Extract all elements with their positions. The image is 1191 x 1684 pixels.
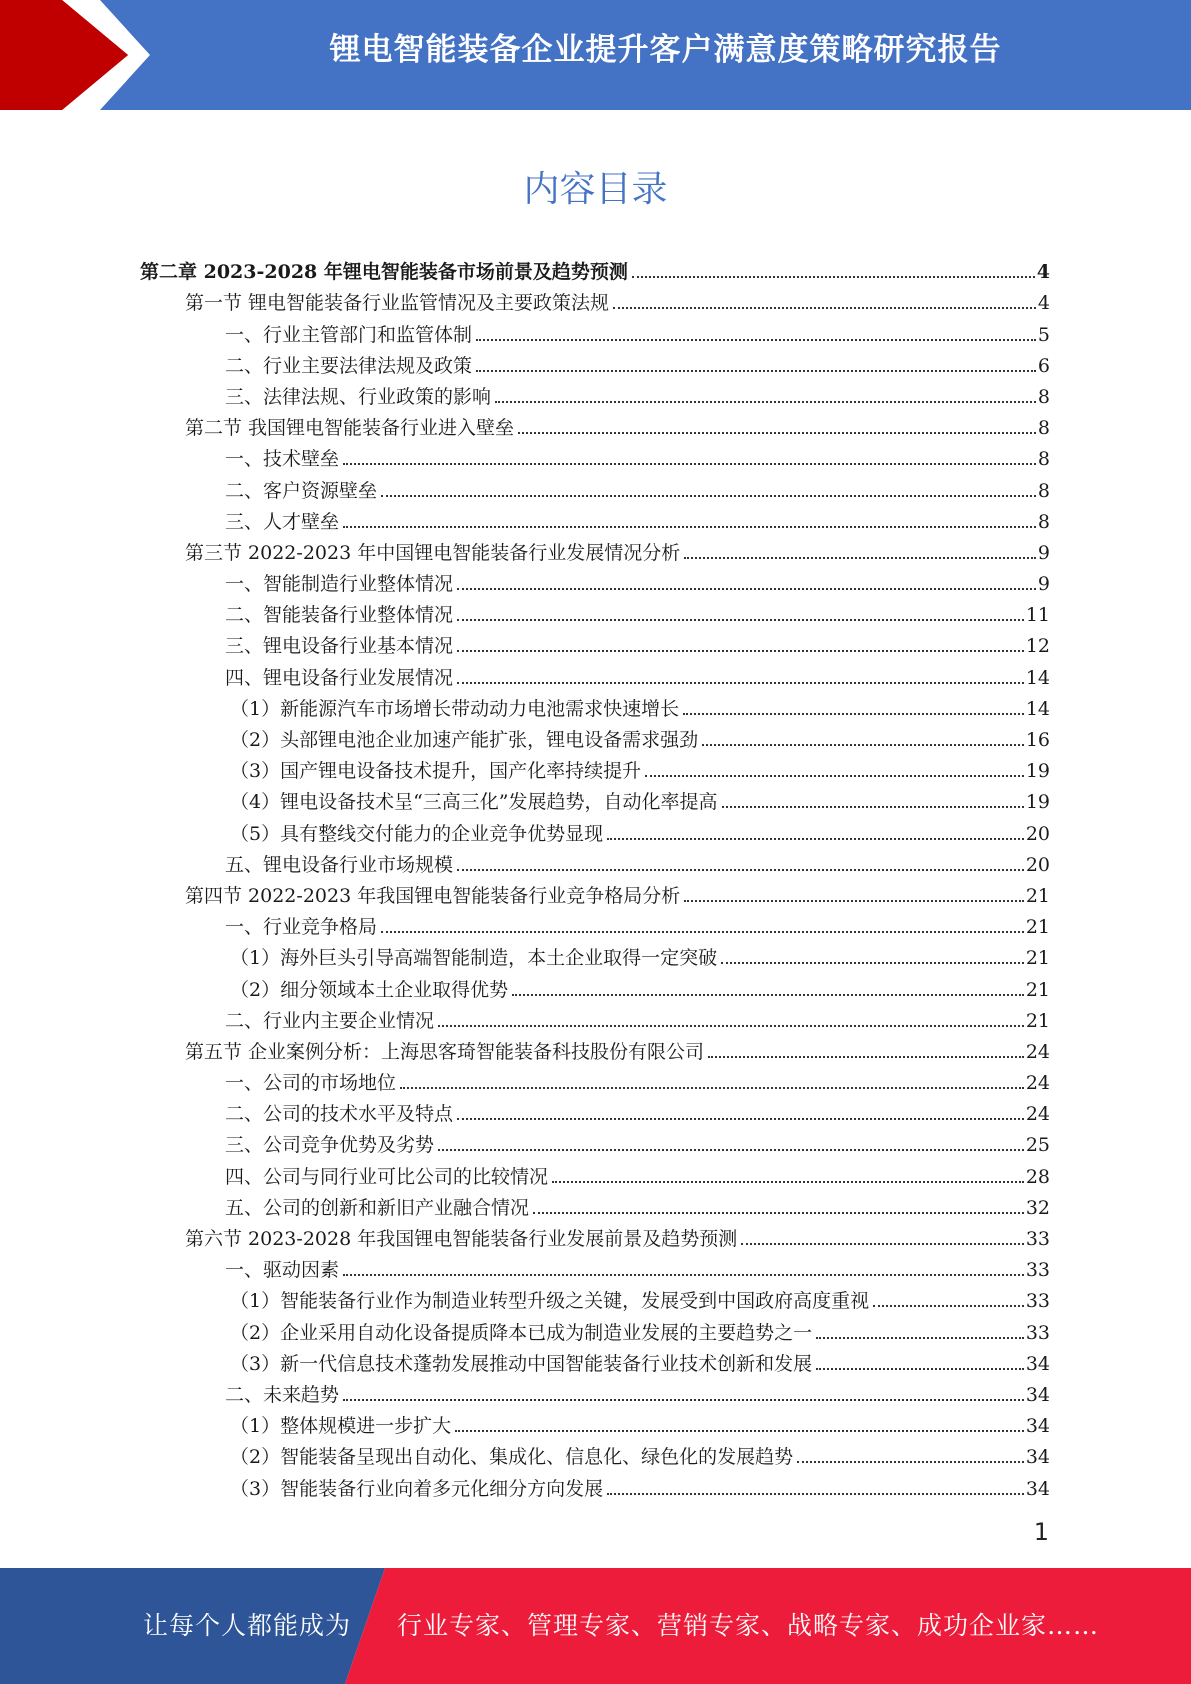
toc-entry-title: （1）新能源汽车市场增长带动动力电池需求快速增长 xyxy=(230,697,680,720)
toc-dot-leader xyxy=(438,1025,1024,1027)
toc-dot-leader xyxy=(741,1243,1024,1245)
toc-entry-title: （5）具有整线交付能力的企业竞争优势显现 xyxy=(230,822,604,845)
toc-entry[interactable] xyxy=(140,1251,1050,1282)
toc-entry-page: 19 xyxy=(1025,791,1050,814)
toc-dot-leader xyxy=(684,557,1036,559)
toc-entry-title: 三、人才壁垒 xyxy=(225,510,340,533)
toc-entry-page: 8 xyxy=(1037,510,1050,533)
toc-entry-title: 五、公司的创新和新旧产业融合情况 xyxy=(225,1196,530,1219)
toc-entry[interactable] xyxy=(140,690,1050,721)
toc-entry-title: 四、公司与同行业可比公司的比较情况 xyxy=(225,1165,549,1188)
toc-dot-leader xyxy=(816,1337,1024,1339)
toc-entry-title: 第二节 我国锂电智能装备行业进入壁垒 xyxy=(185,417,515,440)
toc-entry[interactable] xyxy=(140,378,1050,409)
toc-entry-page: 8 xyxy=(1037,479,1050,502)
toc-entry-page: 14 xyxy=(1025,666,1050,689)
toc-entry-title: 一、技术壁垒 xyxy=(225,448,340,471)
toc-dot-leader xyxy=(722,806,1024,808)
toc-entry-page: 21 xyxy=(1025,1009,1050,1032)
toc-dot-leader xyxy=(816,1368,1024,1370)
toc-entry-title: （1）海外巨头引导高端智能制造，本土企业取得一定突破 xyxy=(230,947,718,970)
toc-entry[interactable] xyxy=(140,1189,1050,1220)
report-title: 锂电智能装备企业提升客户满意度策略研究报告 xyxy=(329,32,1002,68)
toc-entry-title: 一、智能制造行业整体情况 xyxy=(225,573,454,596)
toc-entry-title: 二、未来趋势 xyxy=(225,1383,340,1406)
toc-dot-leader xyxy=(381,931,1024,933)
toc-dot-leader xyxy=(457,619,1024,621)
toc-entry-title: （3）智能装备行业向着多元化细分方向发展 xyxy=(230,1477,604,1500)
toc-dot-leader xyxy=(495,401,1036,403)
toc-entry-title: （2）企业采用自动化设备提质降本已成为制造业发展的主要趋势之一 xyxy=(230,1321,813,1344)
toc-entry-page: 34 xyxy=(1025,1352,1050,1375)
toc-entry-title: 三、公司竞争优势及劣势 xyxy=(225,1134,435,1157)
toc-entry[interactable] xyxy=(140,1064,1050,1095)
toc-entry-page: 19 xyxy=(1025,760,1050,783)
table-of-contents xyxy=(140,253,1050,1501)
toc-entry-title: （1）智能装备行业作为制造业转型升级之关键，发展受到中国政府高度重视 xyxy=(230,1290,870,1313)
toc-entry[interactable] xyxy=(140,409,1050,440)
toc-entry-page: 28 xyxy=(1025,1165,1050,1188)
toc-entry[interactable] xyxy=(140,1126,1050,1157)
toc-dot-leader xyxy=(457,650,1024,652)
toc-dot-leader xyxy=(607,1493,1024,1495)
toc-dot-leader xyxy=(873,1305,1024,1307)
toc-dot-leader xyxy=(343,1274,1024,1276)
toc-dot-leader xyxy=(455,1430,1024,1432)
toc-entry-title: 二、行业内主要企业情况 xyxy=(225,1009,435,1032)
toc-entry-title: 二、客户资源壁垒 xyxy=(225,479,378,502)
toc-entry[interactable] xyxy=(140,939,1050,970)
toc-entry-page: 20 xyxy=(1025,853,1050,876)
toc-dot-leader xyxy=(476,339,1036,341)
toc-dot-leader xyxy=(607,838,1024,840)
toc-entry[interactable] xyxy=(140,471,1050,502)
toc-dot-leader xyxy=(381,495,1036,497)
toc-dot-leader xyxy=(457,1118,1024,1120)
toc-entry[interactable] xyxy=(140,253,1050,284)
toc-entry-title: （2）智能装备呈现出自动化、集成化、信息化、绿色化的发展趋势 xyxy=(230,1446,794,1469)
toc-entry[interactable] xyxy=(140,814,1050,845)
toc-entry-page: 4 xyxy=(1037,292,1050,315)
toc-entry[interactable] xyxy=(140,627,1050,658)
toc-entry-page: 34 xyxy=(1025,1477,1050,1500)
toc-dot-leader xyxy=(457,588,1036,590)
toc-entry[interactable] xyxy=(140,783,1050,814)
toc-dot-leader xyxy=(400,1087,1024,1089)
toc-entry-page: 24 xyxy=(1025,1103,1050,1126)
toc-entry-page: 14 xyxy=(1025,697,1050,720)
toc-dot-leader xyxy=(613,307,1036,309)
toc-entry[interactable] xyxy=(140,284,1050,315)
toc-dot-leader xyxy=(343,463,1036,465)
toc-entry[interactable] xyxy=(140,596,1050,627)
toc-entry-title: （3）国产锂电设备技术提升，国产化率持续提升 xyxy=(230,760,642,783)
toc-entry[interactable] xyxy=(140,1345,1050,1376)
page-number: 1 xyxy=(1033,1518,1049,1546)
toc-entry-page: 32 xyxy=(1025,1196,1050,1219)
toc-dot-leader xyxy=(343,1399,1024,1401)
toc-entry[interactable] xyxy=(140,534,1050,565)
toc-entry[interactable] xyxy=(140,1157,1050,1188)
toc-entry-title: 三、法律法规、行业政策的影响 xyxy=(225,385,492,408)
toc-entry-page: 21 xyxy=(1025,947,1050,970)
toc-entry[interactable] xyxy=(140,1220,1050,1251)
toc-dot-leader xyxy=(797,1461,1024,1463)
toc-entry-title: 第五节 企业案例分析：上海思客琦智能装备科技股份有限公司 xyxy=(185,1040,705,1063)
toc-entry[interactable] xyxy=(140,752,1050,783)
toc-entry-title: 四、锂电设备行业发展情况 xyxy=(225,666,454,689)
toc-entry-title: 二、智能装备行业整体情况 xyxy=(225,604,454,627)
toc-entry-title: 二、行业主要法律法规及政策 xyxy=(225,354,473,377)
toc-entry-page: 24 xyxy=(1025,1040,1050,1063)
toc-dot-leader xyxy=(683,713,1024,715)
toc-entry-page: 34 xyxy=(1025,1446,1050,1469)
toc-entry[interactable] xyxy=(140,1313,1050,1344)
toc-entry-title: 第二章 2023-2028 年锂电智能装备市场前景及趋势预测 xyxy=(140,261,628,284)
toc-entry[interactable] xyxy=(140,970,1050,1001)
toc-dot-leader xyxy=(512,994,1024,996)
toc-entry-title: （1）整体规模进一步扩大 xyxy=(230,1415,452,1438)
toc-entry-title: 五、锂电设备行业市场规模 xyxy=(225,853,454,876)
toc-dot-leader xyxy=(533,1212,1024,1214)
toc-dot-leader xyxy=(684,900,1024,902)
toc-heading: 内容目录 xyxy=(523,169,668,210)
toc-entry-page: 16 xyxy=(1025,729,1050,751)
toc-entry[interactable] xyxy=(140,908,1050,939)
toc-entry[interactable] xyxy=(140,440,1050,471)
toc-dot-leader xyxy=(518,432,1036,434)
toc-entry-page: 9 xyxy=(1037,573,1050,596)
toc-entry-title: 二、公司的技术水平及特点 xyxy=(225,1103,454,1126)
toc-dot-leader xyxy=(343,526,1036,528)
toc-entry[interactable] xyxy=(140,658,1050,689)
toc-dot-leader xyxy=(721,962,1024,964)
toc-entry-title: 第三节 2022-2023 年中国锂电智能装备行业发展情况分析 xyxy=(185,541,681,564)
footer-slogan-left: 让每个人都能成为 xyxy=(143,1611,352,1640)
toc-entry-page: 6 xyxy=(1037,354,1050,377)
header-banner xyxy=(0,0,1191,110)
toc-dot-leader xyxy=(708,1056,1024,1058)
toc-entry-page: 25 xyxy=(1025,1134,1050,1157)
toc-entry[interactable] xyxy=(140,1033,1050,1064)
toc-entry[interactable] xyxy=(140,1469,1050,1500)
toc-dot-leader xyxy=(632,276,1035,278)
footer-slogan-right: 行业专家、管理专家、营销专家、战略专家、成功企业家…… xyxy=(397,1611,1100,1640)
toc-entry-page: 21 xyxy=(1025,916,1050,939)
toc-entry-page: 5 xyxy=(1037,323,1050,346)
toc-entry-page: 11 xyxy=(1025,604,1050,627)
toc-entry[interactable] xyxy=(140,1002,1050,1033)
toc-entry[interactable] xyxy=(140,347,1050,378)
toc-entry-page: 12 xyxy=(1025,635,1050,658)
toc-entry[interactable] xyxy=(140,503,1050,534)
toc-entry-page: 33 xyxy=(1025,1321,1050,1344)
toc-entry-page: 21 xyxy=(1025,884,1050,907)
toc-entry-page: 8 xyxy=(1037,448,1050,471)
toc-entry-title: 一、驱动因素 xyxy=(225,1259,340,1282)
toc-entry-title: 一、行业竞争格局 xyxy=(225,916,378,939)
toc-entry[interactable] xyxy=(140,565,1050,596)
footer-banner xyxy=(0,1568,1191,1684)
toc-entry[interactable] xyxy=(140,1095,1050,1126)
toc-dot-leader xyxy=(457,682,1024,684)
toc-entry-page: 4 xyxy=(1036,261,1050,284)
toc-entry-title: 一、公司的市场地位 xyxy=(225,1072,397,1095)
toc-entry-page: 8 xyxy=(1037,385,1050,408)
toc-dot-leader xyxy=(645,775,1024,777)
toc-entry[interactable] xyxy=(140,877,1050,908)
toc-dot-leader xyxy=(476,370,1036,372)
toc-entry-page: 33 xyxy=(1025,1290,1050,1313)
toc-entry-title: 一、行业主管部门和监管体制 xyxy=(225,323,473,346)
toc-entry-page: 33 xyxy=(1025,1259,1050,1282)
toc-entry-title: 第六节 2023-2028 年我国锂电智能装备行业发展前景及趋势预测 xyxy=(185,1228,738,1250)
toc-entry[interactable] xyxy=(140,1376,1050,1407)
toc-entry-title: （2）细分领域本土企业取得优势 xyxy=(230,978,509,1001)
toc-entry[interactable] xyxy=(140,315,1050,346)
toc-entry[interactable] xyxy=(140,1438,1050,1469)
toc-entry-page: 8 xyxy=(1037,417,1050,440)
toc-entry[interactable] xyxy=(140,846,1050,877)
toc-entry-page: 34 xyxy=(1025,1383,1050,1406)
toc-entry[interactable] xyxy=(140,1282,1050,1313)
toc-dot-leader xyxy=(552,1181,1024,1183)
toc-entry-title: （4）锂电设备技术呈“三高三化”发展趋势，自动化率提高 xyxy=(230,791,718,814)
toc-entry-page: 24 xyxy=(1025,1072,1050,1095)
toc-dot-leader xyxy=(702,744,1024,746)
toc-entry-page: 33 xyxy=(1025,1228,1050,1250)
toc-entry-title: 第四节 2022-2023 年我国锂电智能装备行业竞争格局分析 xyxy=(185,884,681,907)
toc-entry-page: 34 xyxy=(1025,1415,1050,1438)
toc-entry-page: 20 xyxy=(1025,822,1050,845)
toc-entry-title: 三、锂电设备行业基本情况 xyxy=(225,635,454,658)
toc-entry-title: （2）头部锂电池企业加速产能扩张，锂电设备需求强劲 xyxy=(230,729,699,751)
toc-entry-title: 第一节 锂电智能装备行业监管情况及主要政策法规 xyxy=(185,292,610,315)
toc-entry-page: 9 xyxy=(1037,541,1050,564)
toc-entry-title: （3）新一代信息技术蓬勃发展推动中国智能装备行业技术创新和发展 xyxy=(230,1352,813,1375)
toc-entry-page: 21 xyxy=(1025,978,1050,1001)
toc-dot-leader xyxy=(457,869,1024,871)
toc-entry[interactable] xyxy=(140,1407,1050,1438)
toc-dot-leader xyxy=(438,1149,1024,1151)
toc-entry[interactable] xyxy=(140,721,1050,752)
